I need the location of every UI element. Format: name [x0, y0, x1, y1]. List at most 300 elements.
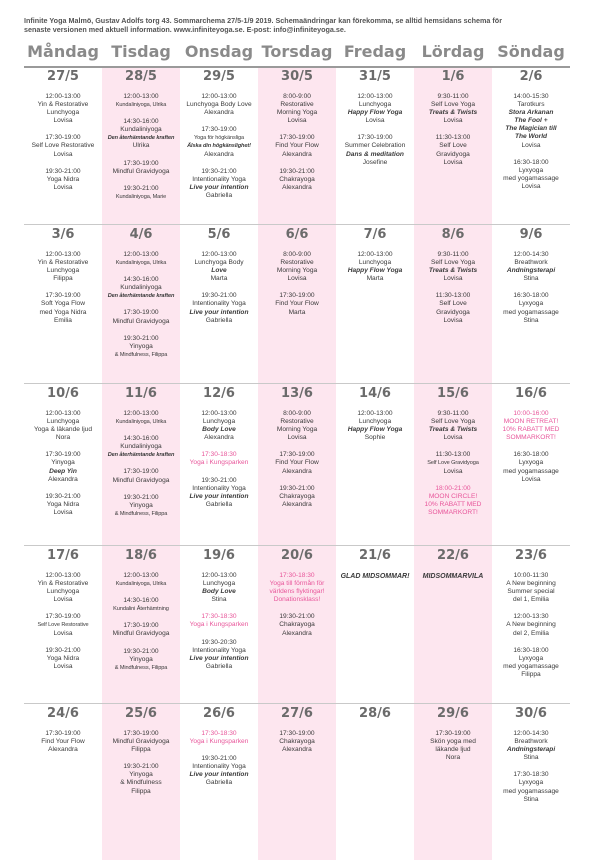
class-event [180, 93, 258, 117]
event-line: Self Love Yoga [431, 259, 475, 267]
event-line: Gabriella [205, 191, 233, 199]
event-line: MOON RETREAT! [503, 418, 559, 426]
event-line: Kundaliniyoga [120, 443, 162, 451]
event-line: Yoga Nidra [46, 654, 80, 662]
day-cell [414, 385, 492, 526]
event-line: Deep Yin [49, 467, 77, 475]
event-line: Self Love Restorative [31, 142, 95, 150]
class-event [180, 126, 258, 158]
event-line: Happy Flow Yoga [347, 109, 403, 117]
class-event [102, 648, 180, 672]
day-cell [336, 385, 414, 451]
day-heading: Fredag [343, 42, 407, 61]
event-line: Stina [523, 316, 539, 324]
special-day-label: MIDSOMMARVILA [422, 573, 484, 580]
event-line: Yinyoga [129, 655, 153, 663]
event-line: SOMMARKORT! [428, 508, 478, 516]
event-line: Morning Yoga [276, 426, 318, 434]
event-time: 17:30-19:00 [45, 134, 81, 142]
event-time: 17:30-19:00 [123, 622, 159, 630]
event-line: Lovisa [521, 475, 541, 483]
event-line: Yoga till förmån för [269, 580, 325, 588]
event-time: 19:30-21:00 [123, 334, 159, 342]
event-time: 16:30-18:00 [513, 646, 549, 654]
class-event [102, 118, 180, 150]
event-time: 12:00-13:00 [123, 410, 159, 417]
day-cell [336, 68, 414, 176]
event-time: 19:30-21:00 [45, 646, 81, 654]
event-line: Mindful Gravidyoga [112, 317, 170, 325]
schedule-grid [24, 40, 570, 830]
date-label: 29/5 [203, 69, 235, 84]
event-line: Mindful Gravidyoga [112, 630, 170, 638]
date-label: 4/6 [129, 227, 153, 242]
event-line: Lunchyoga [358, 101, 392, 109]
event-line: Alexandra [48, 475, 78, 483]
event-time: 9:30-11:00 [437, 251, 469, 258]
event-line: Lyxyoga [518, 654, 544, 662]
event-line: Kundaliniyoga, Ulrika [115, 102, 167, 109]
day-heading: Söndag [497, 42, 565, 61]
event-line: 10% RABATT MED [502, 426, 560, 434]
event-line: Sophie [364, 434, 386, 442]
event-line: The Magician till [505, 125, 557, 133]
event-line: Morning Yoga [276, 109, 318, 117]
date-label: 6/6 [285, 227, 309, 242]
event-time: 12:00-13:00 [357, 93, 393, 100]
event-time: 12:00-13:00 [45, 572, 81, 579]
date-label: 30/5 [281, 69, 313, 84]
class-event [24, 93, 102, 125]
day-cell [102, 385, 180, 527]
day-cell [492, 705, 570, 813]
day-cell [258, 385, 336, 518]
day-heading: Torsdag [261, 42, 333, 61]
event-line: Yinyoga [129, 771, 153, 779]
class-event [180, 410, 258, 442]
class-event [102, 410, 180, 426]
class-event [414, 485, 492, 517]
header-line-2: senaste versionen med aktuell information. www.infiniteyoga.se. E-post: info@infiniteyoga.se. [24, 25, 346, 35]
date-label: 25/6 [125, 706, 157, 721]
event-line: Stina [523, 795, 539, 803]
event-time: 12:00-13:30 [513, 613, 549, 621]
day-cell [414, 547, 492, 581]
event-line: Filippa [53, 275, 73, 283]
event-line: Yinyoga [51, 459, 75, 467]
class-event [258, 93, 336, 125]
class-event [24, 134, 102, 158]
day-cell [492, 385, 570, 493]
event-line: Live your intention [189, 183, 249, 191]
event-time: 12:00-13:00 [201, 410, 237, 417]
event-time: 12:00-13:00 [45, 410, 81, 417]
event-line: Gravidyoga [436, 308, 470, 316]
event-time: 17:30-19:00 [123, 159, 159, 167]
date-label: 2/6 [519, 69, 543, 84]
class-event [102, 93, 180, 109]
event-line: med Yoga Nidra [39, 308, 87, 316]
date-label: 21/6 [359, 548, 391, 563]
event-line: & Mindfulness, Filippa [114, 351, 168, 358]
class-event [102, 468, 180, 484]
event-time: 12:00-14:30 [513, 251, 549, 258]
event-line: Marta [210, 275, 228, 283]
event-time: 19:30-21:00 [123, 647, 159, 655]
day-cell [102, 705, 180, 805]
event-line: Body Love [202, 426, 236, 434]
event-time: 12:00-13:00 [123, 93, 159, 100]
event-line: med yogamassage [503, 787, 559, 795]
class-event [180, 451, 258, 467]
event-line: Restorative [280, 259, 314, 267]
day-cell [492, 226, 570, 334]
event-line: Lovisa [287, 117, 307, 125]
event-line: Lovisa [287, 275, 307, 283]
event-time: 19:30-21:00 [201, 476, 237, 484]
event-line: Lovisa [53, 629, 73, 637]
day-cell [414, 68, 492, 176]
event-line: Happy Flow Yoga [347, 267, 403, 275]
class-event [492, 251, 570, 283]
event-time: 11:30-13:00 [435, 134, 471, 142]
event-time: 17:30-18:30 [201, 730, 237, 737]
day-heading: Måndag [27, 42, 99, 61]
event-line: Alexandra [48, 746, 78, 754]
class-event [180, 168, 258, 200]
event-line: Stora Arkanan [508, 109, 554, 117]
date-label: 15/6 [437, 386, 469, 401]
event-line: Treats & Twists [428, 426, 478, 434]
event-time: 12:00-13:00 [201, 251, 237, 258]
event-time: 17:30-18:30 [279, 572, 315, 579]
date-label: 31/5 [359, 69, 391, 84]
event-time: 19:30-21:00 [45, 167, 81, 175]
event-time: 19:30-21:00 [201, 167, 237, 175]
day-cell [414, 226, 492, 334]
date-label: 23/6 [515, 548, 547, 563]
date-label: 26/6 [203, 706, 235, 721]
class-event [180, 292, 258, 324]
event-time: 19:30-21:00 [123, 184, 159, 192]
class-event [180, 477, 258, 509]
date-label: 9/6 [519, 227, 543, 242]
event-line: Intentionality Yoga [192, 646, 246, 654]
class-event [258, 485, 336, 509]
event-time: 17:30-19:00 [123, 730, 159, 737]
event-time: 16:30-18:00 [513, 451, 549, 459]
event-line: Lovisa [443, 117, 463, 125]
week-divider [24, 703, 570, 704]
event-time: 17:30-19:00 [279, 292, 315, 300]
event-line: Treats & Twists [428, 109, 478, 117]
event-line: Lovisa [365, 117, 385, 125]
event-line: Alexandra [282, 500, 312, 508]
event-line: Den återhämtande kraften [107, 452, 175, 459]
event-line: Live your intention [189, 654, 249, 662]
day-cell [258, 68, 336, 201]
event-time: 11:30-13:00 [435, 451, 471, 459]
date-label: 13/6 [281, 386, 313, 401]
class-event [492, 730, 570, 762]
date-label: 24/6 [47, 706, 79, 721]
class-event [414, 292, 492, 324]
event-time: 19:30-21:00 [45, 492, 81, 500]
event-line: Andningsterapi [506, 746, 556, 754]
class-event [102, 185, 180, 201]
class-event [492, 451, 570, 483]
event-time: 12:00-14:30 [513, 730, 549, 737]
event-line: Lunchyoga [358, 418, 392, 426]
event-line: Breathwork [514, 738, 548, 746]
day-cell [180, 385, 258, 518]
event-line: Self Love Yoga [431, 101, 475, 109]
event-line: Yoga Nidra [46, 175, 80, 183]
class-event [24, 572, 102, 604]
event-line: Älska din högkänslighet! [187, 143, 251, 150]
class-event [102, 763, 180, 795]
day-cell [336, 547, 414, 581]
class-event [24, 251, 102, 283]
class-event [492, 159, 570, 191]
event-time: 17:30-19:00 [357, 134, 393, 142]
class-event [258, 251, 336, 283]
class-event [336, 93, 414, 125]
event-line: Lovisa [443, 158, 463, 166]
event-line: Lovisa [53, 508, 73, 516]
event-line: del 1, Emilia [513, 596, 549, 604]
event-time: 17:30-19:00 [435, 730, 471, 737]
date-label: 18/6 [125, 548, 157, 563]
class-event [414, 410, 492, 442]
date-label: 1/6 [441, 69, 465, 84]
event-line: Lyxyoga [518, 779, 544, 787]
event-line: Josefine [362, 158, 388, 166]
event-line: Self Love Gravidyoga [427, 460, 479, 467]
day-cell [24, 68, 102, 201]
event-line: Donationsklass! [273, 596, 321, 604]
event-line: Self Love Restorative [37, 622, 89, 629]
event-line: Find Your Flow [275, 300, 319, 308]
event-time: 10:00-11:30 [513, 572, 549, 579]
date-label: 3/6 [51, 227, 75, 242]
event-line: Self Love [439, 300, 467, 308]
event-line: Filippa [131, 746, 151, 754]
date-label: 11/6 [125, 386, 157, 401]
event-line: Chakrayoga [279, 175, 315, 183]
event-line: Lovisa [443, 434, 463, 442]
class-event [492, 572, 570, 604]
event-line: Restorative [280, 418, 314, 426]
date-label: 27/5 [47, 69, 79, 84]
event-line: Alexandra [282, 746, 312, 754]
event-line: Marta [288, 308, 306, 316]
event-line: Yinyoga [129, 501, 153, 509]
class-event [414, 251, 492, 283]
event-line: Yin & Restorative [37, 580, 89, 588]
class-event [258, 134, 336, 158]
day-cell [258, 705, 336, 763]
event-time: 9:30-11:00 [437, 410, 469, 417]
event-line: Lunchyoga Body [194, 259, 244, 267]
event-line: Lyxyoga [518, 300, 544, 308]
date-label: 28/6 [359, 706, 391, 721]
class-event [258, 451, 336, 475]
date-label: 22/6 [437, 548, 469, 563]
event-line: Kundaliniyoga, Ulrika [115, 260, 167, 267]
event-time: 17:30-19:00 [279, 134, 315, 142]
event-line: Lyxyoga [518, 459, 544, 467]
day-cell [492, 547, 570, 688]
event-line: Yoga & läkande ljud [33, 426, 93, 434]
class-event [492, 771, 570, 803]
event-line: Intentionality Yoga [192, 175, 246, 183]
event-line: Kundaliniyoga [120, 126, 162, 134]
week-divider [24, 545, 570, 546]
event-time: 17:30-19:00 [123, 309, 159, 317]
week-divider [24, 383, 570, 384]
event-line: Lunchyoga [202, 418, 236, 426]
event-time: 17:30-19:00 [45, 730, 81, 737]
event-line: The Fool + [514, 117, 548, 125]
event-line: Filippa [521, 670, 541, 678]
event-line: Alexandra [282, 150, 312, 158]
event-time: 17:30-19:00 [45, 292, 81, 300]
class-event [180, 572, 258, 604]
event-line: Dans & meditation [346, 150, 404, 158]
date-label: 20/6 [281, 548, 313, 563]
event-line: Lunchyoga [46, 418, 80, 426]
event-line: Nora [445, 754, 461, 762]
event-time: 12:00-13:00 [45, 93, 81, 100]
class-event [492, 292, 570, 324]
class-event [24, 292, 102, 324]
event-line: A New beginning [506, 580, 556, 588]
event-line: Mindful Gravidyoga [112, 738, 170, 746]
event-time: 14:00-15:30 [513, 93, 549, 100]
event-time: 16:30-18:00 [513, 292, 549, 300]
event-line: Yoga i Kungsparken [189, 459, 249, 467]
event-line: Mindful Gravidyoga [112, 167, 170, 175]
class-event [102, 160, 180, 176]
class-event [24, 613, 102, 637]
event-line: Lovisa [443, 316, 463, 324]
event-line: Gabriella [205, 500, 233, 508]
class-event [258, 292, 336, 316]
event-line: Lunchyoga [46, 267, 80, 275]
special-day-label: GLAD MIDSOMMAR! [340, 573, 410, 580]
week-divider [24, 224, 570, 225]
event-line: Nora [55, 434, 71, 442]
event-line: Mindful Gravidyoga [112, 476, 170, 484]
event-time: 17:30-19:00 [123, 468, 159, 476]
event-line: världens flyktingar! [269, 588, 325, 596]
event-line: Soft Yoga Flow [41, 300, 85, 308]
event-line: Alexandra [282, 467, 312, 475]
event-time: 17:30-19:00 [279, 451, 315, 459]
event-time: 17:30-18:30 [201, 451, 237, 459]
event-line: Intentionality Yoga [192, 484, 246, 492]
event-line: & Mindfulness [120, 779, 162, 787]
event-time: 11:30-13:00 [435, 292, 471, 300]
event-time: 12:00-13:00 [201, 93, 237, 100]
event-line: Lovisa [443, 275, 463, 283]
event-line: Alexandra [282, 629, 312, 637]
event-line: A New beginning [506, 621, 556, 629]
event-line: Find Your Flow [275, 459, 319, 467]
date-label: 17/6 [47, 548, 79, 563]
event-line: Lovisa [287, 434, 307, 442]
class-event [414, 93, 492, 125]
event-line: Treats & Twists [428, 267, 478, 275]
event-time: 12:00-13:00 [357, 410, 393, 417]
day-cell [414, 705, 492, 771]
event-line: Stina [523, 754, 539, 762]
event-line: Yoga i Kungsparken [189, 738, 249, 746]
class-event [24, 493, 102, 517]
event-line: Lovisa [443, 467, 463, 475]
class-event [258, 410, 336, 442]
event-line: Emilia [54, 316, 72, 324]
event-line: Intentionality Yoga [192, 763, 246, 771]
day-cell [180, 226, 258, 334]
event-line: med yogamassage [503, 308, 559, 316]
class-event [492, 613, 570, 637]
event-time: 19:30-21:00 [123, 763, 159, 771]
event-line: Filippa [131, 787, 151, 795]
event-time: 17:30-19:00 [279, 730, 315, 737]
class-event [24, 647, 102, 671]
class-event [24, 410, 102, 442]
event-line: Gabriella [205, 779, 233, 787]
class-event [180, 755, 258, 787]
class-event [258, 572, 336, 604]
day-cell [24, 547, 102, 680]
event-time: 8:00-9:00 [283, 251, 311, 258]
event-line: & Mindfulness, Filippa [114, 664, 168, 671]
date-label: 28/5 [125, 69, 157, 84]
date-label: 5/6 [207, 227, 231, 242]
event-line: Lunchyoga Body Love [186, 101, 252, 109]
class-event [102, 572, 180, 588]
event-line: Alexandra [204, 109, 234, 117]
event-line: Kundaliniyoga [120, 284, 162, 292]
class-event [180, 730, 258, 746]
class-event [102, 251, 180, 267]
date-label: 10/6 [47, 386, 79, 401]
event-line: Alexandra [204, 150, 234, 158]
event-time: 17:30-19:00 [45, 613, 81, 621]
event-line: med yogamassage [503, 174, 559, 182]
event-time: 14:30-16:00 [123, 276, 159, 284]
event-line: Lovisa [521, 141, 541, 149]
event-line: Live your intention [189, 492, 249, 500]
event-line: läkande ljud [435, 746, 471, 754]
event-time: 17:30-19:00 [45, 451, 81, 459]
event-time: 17:30-18:30 [201, 613, 237, 621]
header-line-1: Infinite Yoga Malmö, Gustav Adolfs torg 43. Sommarchema 27/5-1/9 2019. Schemaändringar kan förekomma, se alltid hemsidans schema för [24, 16, 502, 25]
class-event [180, 639, 258, 671]
event-time: 10:00-16:00 [513, 410, 549, 417]
event-line: Self Love [439, 142, 467, 150]
event-line: Lunchyoga [202, 580, 236, 588]
event-line: Lunchyoga [46, 109, 80, 117]
event-line: Kundaliniyoga, Ulrika [115, 419, 167, 426]
event-time: 12:00-13:00 [201, 572, 237, 579]
event-line: Chakrayoga [279, 492, 315, 500]
class-event [180, 613, 258, 629]
date-label: 19/6 [203, 548, 235, 563]
